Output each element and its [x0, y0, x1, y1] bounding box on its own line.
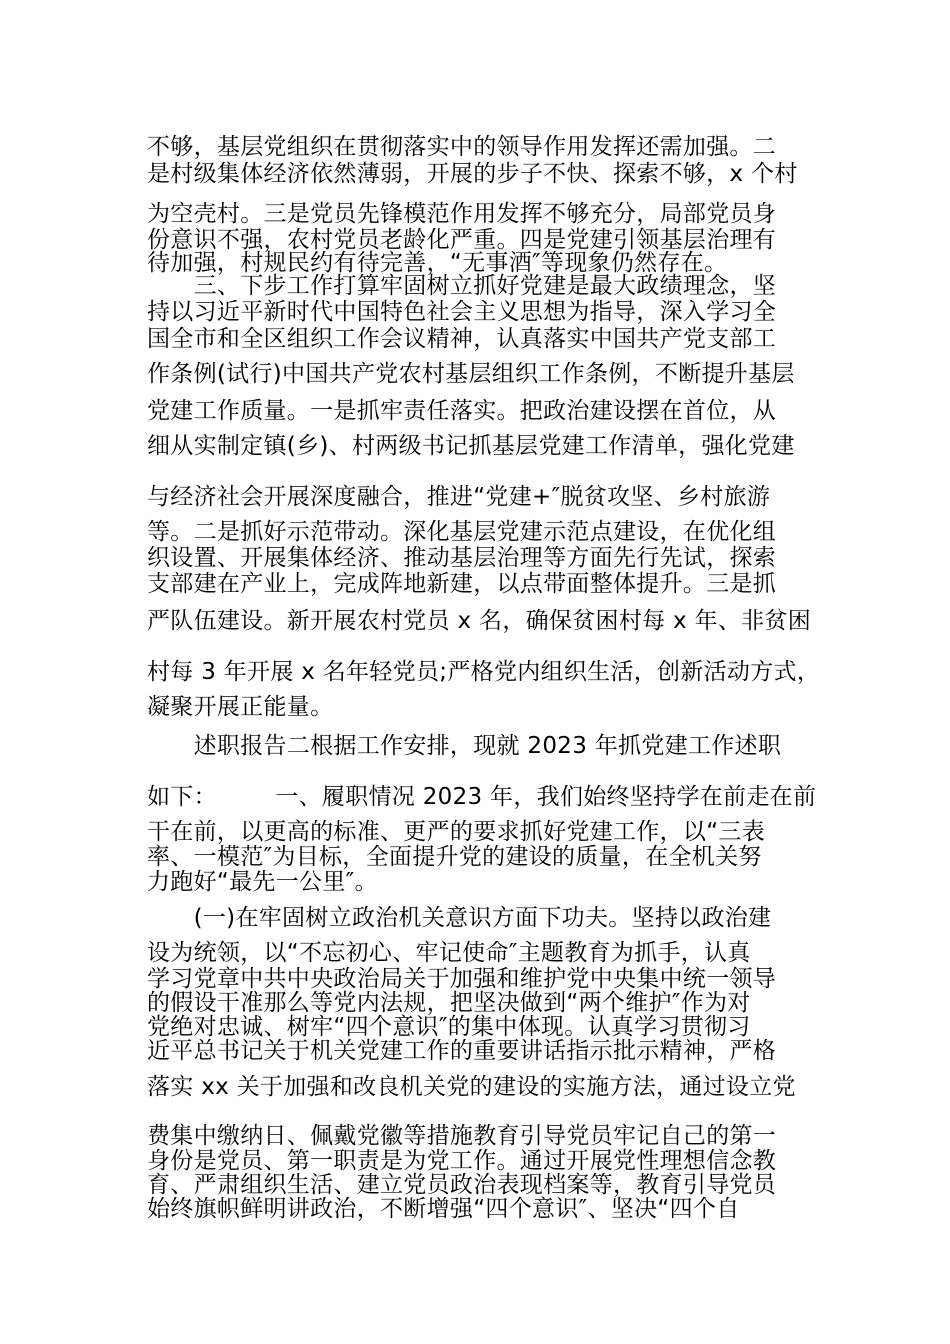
text-line: 待加强，村规民约有待完善，“无事酒″等现象仍然存在。	[147, 250, 728, 276]
text-line: 不够，基层党组织在贯彻落实中的领导作用发挥还需加强。二	[147, 134, 777, 160]
text-line: 三、下步工作打算牢固树立抓好党建是最大政绩理念，坚	[147, 273, 777, 299]
text-line: 为空壳村。三是党员先锋模范作用发挥不够充分，局部党员身	[147, 201, 777, 227]
text-line: 如下： 一、履职情况 2023 年，我们始终坚持学在前走在前	[147, 784, 817, 810]
text-line: 落实 xx 关于加强和改良机关党的建设的实施方法，通过设立党	[147, 1074, 796, 1100]
text-line: 育、严肃组织生活、建立党员政治表现档案等，教育引导党员	[147, 1172, 777, 1198]
text-line: 近平总书记关于机关党建工作的重要讲话指示批示精神，严格	[147, 1038, 777, 1064]
text-line: 等。二是抓好示范带动。深化基层党建示范点建设，在优化组	[147, 519, 777, 545]
text-line: 党绝对忠诚、树牢“四个意识″的集中体现。认真学习贯彻习	[147, 1014, 751, 1040]
text-line: 率、一模范″为目标，全面提升党的建设的质量，在全机关努	[147, 844, 762, 870]
text-line: 持以习近平新时代中国特色社会主义思想为指导，深入学习全	[147, 299, 777, 325]
text-line: 学习党章中共中央政治局关于加强和维护党中央集中统一领导	[147, 966, 777, 992]
text-line: 国全市和全区组织工作会议精神，认真落实中国共产党支部工	[147, 326, 777, 352]
text-line: 支部建在产业上，完成阵地新建，以点带面整体提升。三是抓	[147, 571, 777, 597]
text-line: 始终旗帜鲜明讲政治，不断增强“四个意识″、坚决“四个自	[147, 1196, 740, 1222]
text-line: 是村级集体经济依然薄弱，开展的步子不快、探索不够，x 个村	[147, 161, 798, 187]
text-line: 凝聚开展正能量。	[147, 694, 334, 720]
text-line: 党建工作质量。一是抓牢责任落实。把政治建设摆在首位，从	[147, 398, 777, 424]
text-line: 严队伍建设。新开展农村党员 x 名，确保贫困村每 x 年、非贫困	[147, 608, 812, 634]
text-line: (一)在牢固树立政治机关意识方面下功夫。坚持以政治建	[147, 905, 772, 931]
text-line: 的假设干准那么等党内法规，把坚决做到“两个维护″作为对	[147, 990, 751, 1016]
text-line: 细从实制定镇(乡)、村两级书记抓基层党建工作清单，强化党建	[147, 433, 795, 459]
text-line: 份意识不强，农村党员老龄化严重。四是党建引领基层治理有	[147, 227, 777, 253]
text-line: 村每 3 年开展 x 名年轻党员;严格党内组织生活，创新活动方式，	[147, 659, 821, 685]
text-line: 身份是党员、第一职责是为党工作。通过开展党性理想信念教	[147, 1148, 777, 1174]
text-line: 力跑好“最先一公里″。	[147, 869, 378, 895]
text-line: 干在前，以更高的标准、更严的要求抓好党建工作，以“三表	[147, 819, 766, 845]
text-line: 述职报告二根据工作安排，现就 2023 年抓党建工作述职	[147, 733, 782, 759]
text-line: 作条例(试行)中国共产党农村基层组织工作条例，不断提升基层	[147, 361, 795, 387]
text-line: 与经济社会开展深度融合，推进“党建+″脱贫攻坚、乡村旅游	[147, 484, 771, 510]
text-line: 设为统领，以“不忘初心、牢记使命″主题教育为抓手，认真	[147, 940, 751, 966]
text-line: 费集中缴纳日、佩戴党徽等措施教育引导党员牢记自己的第一	[147, 1123, 777, 1149]
text-line: 织设置、开展集体经济、推动基层治理等方面先行先试，探索	[147, 545, 777, 571]
